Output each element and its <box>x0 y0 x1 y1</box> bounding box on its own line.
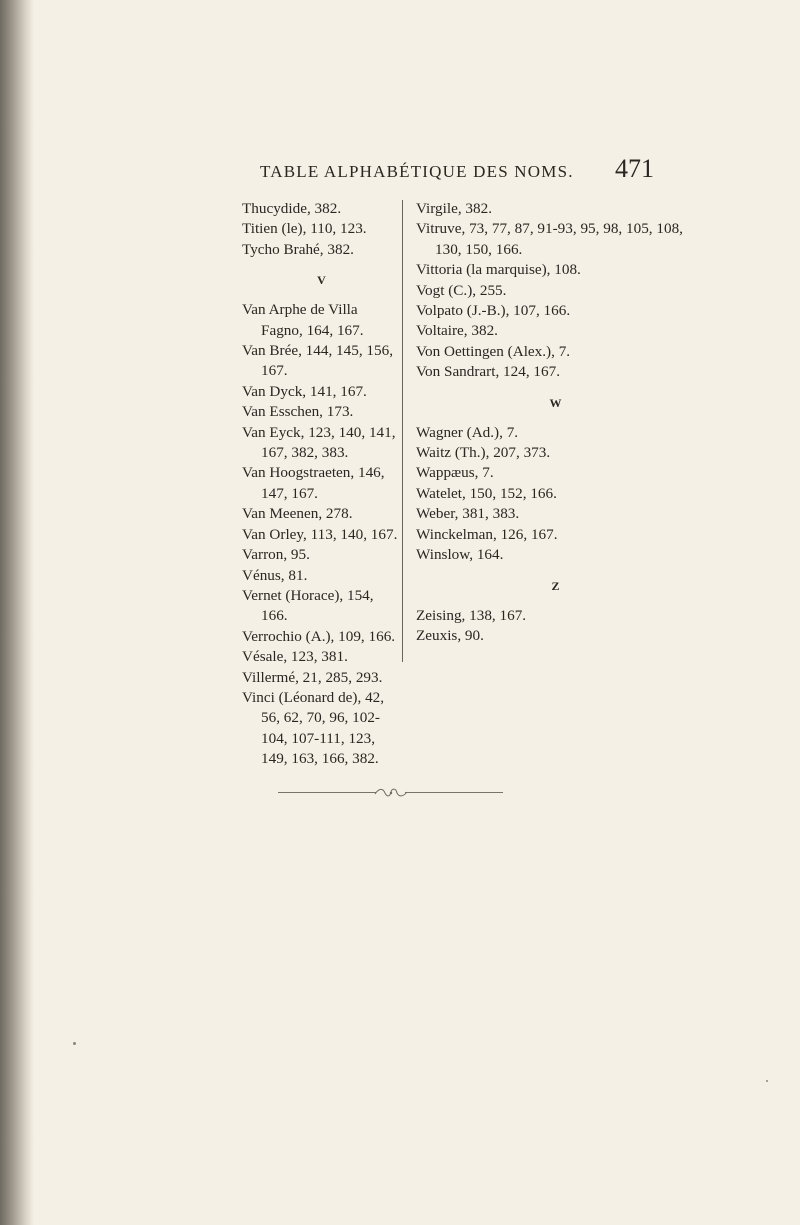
index-column-right <box>416 199 696 646</box>
index-entry: Van Hoogstraeten, 146, 147, 167. <box>242 464 385 502</box>
index-entry: Von Sandrart, 124, 167. <box>416 363 560 381</box>
index-entry: Van Eyck, 123, 140, 141, 167, 382, 383. <box>242 423 396 462</box>
index-entry: Tycho Brahé, 382. <box>242 240 354 258</box>
index-entry: Thucydide, 382. <box>242 200 342 217</box>
page-number: 471 <box>615 154 654 183</box>
index-entry: Wappæus, 7. <box>416 464 494 482</box>
index-entry: Winckelman, 126, 167. <box>416 525 558 543</box>
index-entry: Titien (le), 110, 123. <box>242 220 367 238</box>
running-head <box>260 154 660 188</box>
index-entry: Varron, 95. <box>242 546 310 564</box>
index-entry: Van Orley, 113, 140, 167. <box>242 525 398 543</box>
index-entry: Van Brée, 144, 145, 156, 167. <box>242 342 394 380</box>
index-entry: Watelet, 150, 152, 166. <box>416 484 557 502</box>
index-entry: Von Oettingen (Alex.), 7. <box>416 342 571 360</box>
index-entry: Waitz (Th.), 207, 373. <box>416 444 551 462</box>
section-letter-z: Z <box>551 578 561 593</box>
index-entry: Vogt (C.), 255. <box>416 281 507 299</box>
ornament-rule-right <box>405 792 503 793</box>
index-entry: Van Dyck, 141, 167. <box>242 382 367 400</box>
index-entry: Van Meenen, 278. <box>242 505 353 523</box>
index-entry: Vénus, 81. <box>242 566 308 584</box>
paper-speck <box>766 1080 768 1082</box>
index-column-left <box>242 199 402 770</box>
end-ornament <box>278 787 503 799</box>
index-entry: Weber, 381, 383. <box>416 505 520 523</box>
index-entry: Van Esschen, 173. <box>242 403 354 421</box>
section-letter-w: W <box>549 395 563 410</box>
index-entry: Zeising, 138, 167. <box>416 606 527 624</box>
index-entry: Virgile, 382. <box>416 200 493 217</box>
index-entry: Vinci (Léonard de), 42, 56, 62, 70, 96, 102-104, 107-111, 123, 149, 163, 166, 382. <box>242 688 385 768</box>
section-letter-v: V <box>317 273 327 288</box>
index-entry: Vernet (Horace), 154, 166. <box>242 586 374 625</box>
index-entry: Wagner (Ad.), 7. <box>416 423 519 441</box>
ornament-rule-left <box>278 792 376 793</box>
index-entry: Verrochio (A.), 109, 166. <box>242 627 396 645</box>
flourish-icon <box>374 787 408 799</box>
paper-speck <box>73 1042 76 1045</box>
index-entry: Vitruve, 73, 77, 87, 91-93, 95, 98, 105, 108, 130, 150, 166. <box>416 220 683 258</box>
index-entry: Voltaire, 382. <box>416 322 498 340</box>
index-entry: Zeuxis, 90. <box>416 626 484 644</box>
index-entry: Volpato (J.-B.), 107, 166. <box>416 302 571 320</box>
index-entry: Winslow, 164. <box>416 546 504 564</box>
index-entry: Villermé, 21, 285, 293. <box>242 668 383 686</box>
index-entry: Vésale, 123, 381. <box>242 648 348 666</box>
column-divider <box>402 200 403 662</box>
running-head-title: TABLE ALPHABÉTIQUE DES NOMS. <box>260 162 574 181</box>
index-entry: Vittoria (la marquise), 108. <box>416 261 581 279</box>
index-entry: Van Arphe de Villa Fagno, 164, 167. <box>242 301 364 339</box>
